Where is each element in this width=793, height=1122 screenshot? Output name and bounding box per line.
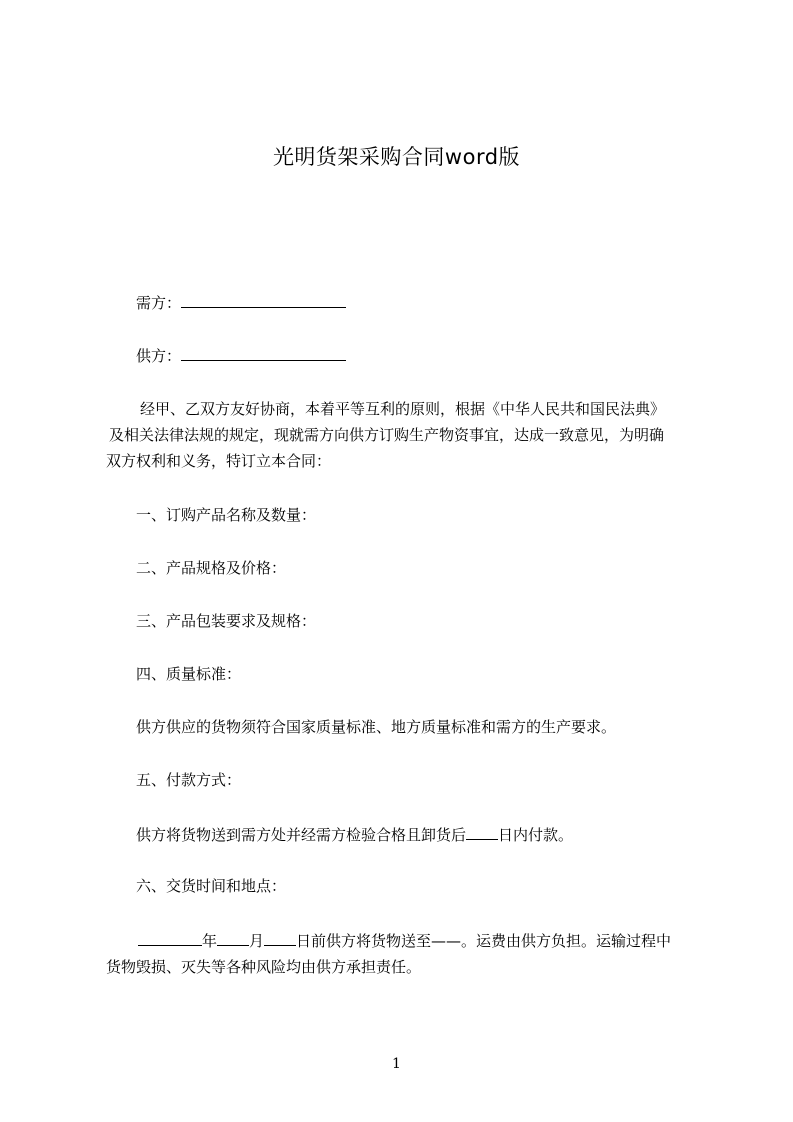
buyer-label: 需方：	[136, 294, 182, 312]
delivery-line-2: 货物毁损、灭失等各种风险均由供方承担责任。	[106, 958, 422, 976]
intro-line-3: 双方权利和义务，特订立本合同：	[106, 452, 332, 470]
delivery-line-1	[106, 928, 706, 954]
payment-text-a: 供方将货物送到需方处并经需方检验合格且卸货后	[136, 826, 467, 844]
page-number: 1	[392, 1056, 401, 1072]
quality-text: 供方供应的货物须符合国家质量标准、地方质量标准和需方的生产要求。	[136, 718, 617, 736]
intro-line-2: 及相关法律法规的规定，现就需方向供方订购生产物资事宜，达成一致意见，为明确	[109, 426, 665, 444]
delivery-text-a: 日前供方将货物送至——。运费由供方负担。运输过程中	[296, 932, 672, 950]
section-heading-2: 二、产品规格及价格：	[136, 559, 287, 577]
payment-line	[136, 822, 573, 846]
supplier-blank	[181, 343, 346, 361]
intro-paragraph	[106, 396, 706, 474]
section-heading-1: 一、订购产品名称及数量：	[136, 506, 317, 524]
delivery-month-blank	[217, 928, 249, 946]
buyer-blank	[181, 290, 346, 308]
delivery-month-label: 月	[249, 932, 265, 950]
section-heading-5: 五、付款方式：	[136, 771, 242, 789]
delivery-year-label: 年	[202, 932, 218, 950]
buyer-line	[136, 290, 346, 314]
section-heading-4: 四、质量标准：	[136, 665, 242, 683]
payment-text-b: 日内付款。	[498, 826, 574, 844]
section-heading-3: 三、产品包装要求及规格：	[136, 612, 317, 630]
supplier-label: 供方：	[136, 347, 182, 365]
supplier-line	[136, 343, 346, 367]
delivery-year-blank	[138, 928, 202, 946]
payment-days-blank	[466, 822, 498, 840]
section-heading-6: 六、交货时间和地点：	[136, 877, 287, 895]
document-title: 光明货架采购合同word版	[272, 145, 521, 169]
delivery-paragraph	[106, 928, 706, 980]
intro-line-1: 经甲、乙双方友好协商，本着平等互利的原则，根据《中华人民共和国民法典》	[140, 400, 666, 418]
delivery-day-blank	[264, 928, 296, 946]
